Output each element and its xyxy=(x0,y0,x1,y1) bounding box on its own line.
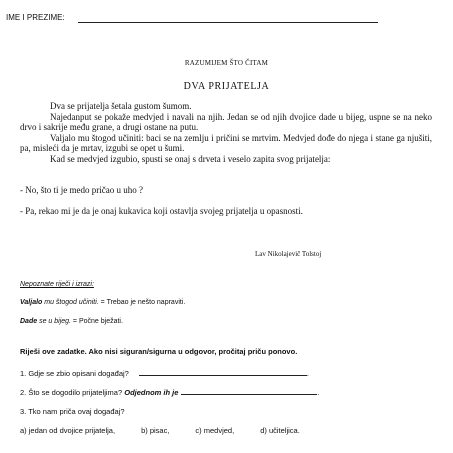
worksheet-subtitle: RAZUMIJEM ŠTO ČITAM xyxy=(184,59,269,67)
answer-option-d[interactable]: d) učiteljica. xyxy=(260,426,300,435)
question-1-text: 1. Gdje se zbio opisani događaj? xyxy=(20,369,129,378)
question-2-answer-line[interactable] xyxy=(181,386,320,397)
story-title: DVA PRIJATELJA xyxy=(183,81,270,92)
name-field-label: IME I PREZIME: xyxy=(6,13,65,22)
answer-option-a[interactable]: a) jedan od dvojice prijatelja, xyxy=(20,426,116,435)
vocabulary-meaning: = Počne bježati. xyxy=(70,318,123,325)
question-1-answer-line[interactable] xyxy=(139,367,307,376)
question-2 xyxy=(20,386,320,397)
vocabulary-term: Dade xyxy=(20,318,38,325)
question-3: 3. Tko nam priča ovaj događaj? xyxy=(20,407,125,416)
vocabulary-meaning: = Trebao je nešto napraviti. xyxy=(98,299,186,306)
vocabulary-term: Valjalo xyxy=(20,299,43,306)
vocabulary-term-rest: mu štogod učiniti. xyxy=(42,299,99,306)
story-paragraph: Najedanput se pokaže medvjed i navali na njih. Jedan se od njih dvojice dade u bijeg, uspne se na neko drvo i sakrije među grane, a drugi ostane na putu. xyxy=(20,111,432,132)
story-author: Lav Nikolajevič Tolstoj xyxy=(255,250,322,258)
dialog-line-1: - No, što ti je medo pričao u uho ? xyxy=(20,185,143,195)
answer-option-b[interactable]: b) pisac, xyxy=(141,426,170,435)
question-2-end: . xyxy=(317,388,320,397)
vocabulary-item xyxy=(20,299,185,306)
question-1 xyxy=(20,367,309,378)
vocabulary-title: Nepoznate riječi i izrazi: xyxy=(20,281,94,288)
story-text xyxy=(20,101,432,164)
question-2-prompt: Odjednom ih je xyxy=(124,388,179,397)
vocabulary-term-rest: se u bijeg. xyxy=(37,318,71,325)
story-paragraph: Valjalo mu štogod učiniti: baci se na zemlju i pričini se mrtvim. Medvjed dođe do njega i stane ga njušiti, pa, misleći da je mrtav, izgubi se opet u šumi. xyxy=(20,132,432,153)
question-1-end: . xyxy=(306,369,309,378)
answer-option-c[interactable]: c) medvjed, xyxy=(195,426,235,435)
story-paragraph: Kad se medvjed izgubio, spusti se onaj s drveta i veselo zapita svog prijatelja: xyxy=(50,153,331,164)
vocabulary-item xyxy=(20,318,123,325)
answer-options xyxy=(20,426,326,435)
task-instruction: Riješi ove zadatke. Ako nisi siguran/sigurna u odgovor, pročitaj priču ponovo. xyxy=(20,347,298,356)
story-paragraph: Dva se prijatelja šetala gustom šumom. xyxy=(50,101,192,111)
name-input-line[interactable] xyxy=(78,22,378,23)
question-2-text: 2. Što se dogodilo prijateljima? xyxy=(20,388,123,397)
dialog-line-2: - Pa, rekao mi je da je onaj kukavica koji ostavlja svojeg prijatelja u opasnosti. xyxy=(20,206,303,216)
